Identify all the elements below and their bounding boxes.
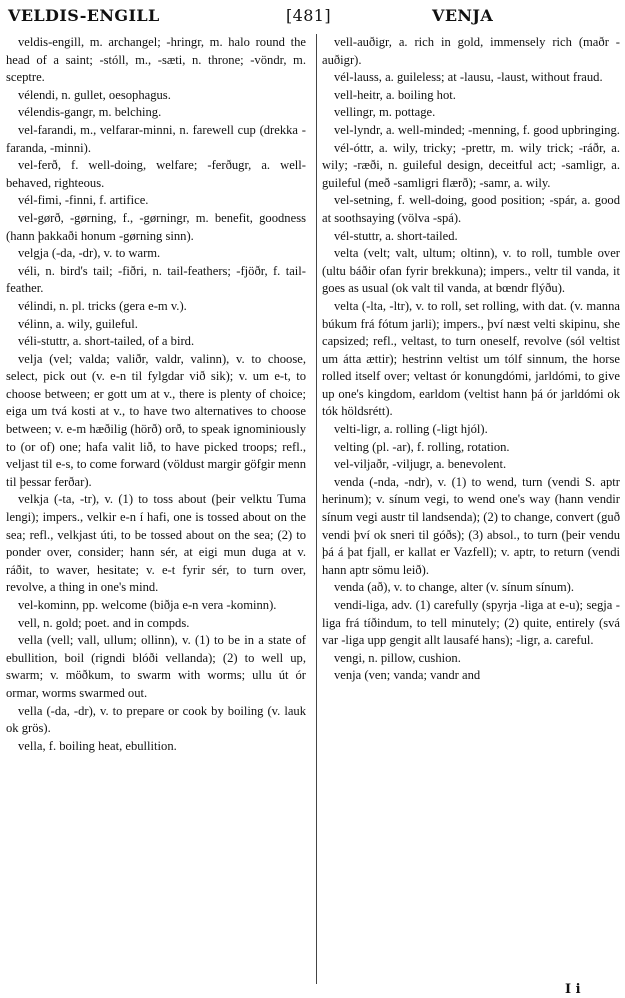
dictionary-entry: vella, f. boiling heat, ebullition. <box>18 738 177 753</box>
dictionary-entry: vella (-da, -dr), v. to prepare or cook by boiling (v. lauk ok grös). <box>6 703 306 736</box>
dictionary-entry: vél-fimi, -finni, f. artifice. <box>18 193 149 208</box>
dictionary-entry: velja (vel; valda; valiðr, valdr, valinn), v. to choose, select, pick out (v. e-n til fylgdar við sik); v. um e-t, to choose between; er gott um at v., there is plenty of choice; eiga um tvá kosti at v., to have two alternatives to choose between; v. e-m hæðilig (hörð) orð, to speak ignominiously to (or of) one; hafa valit lið, to have picked troops; refl., veljast til e-s, to come forward (völdust margir göfgir menn til þessar ferðar). <box>6 351 306 489</box>
dictionary-entry: véli, n. bird's tail; -fiðri, n. tail-feathers; -fjöðr, f. tail-feather. <box>6 263 306 296</box>
header-first-word: VELDIS-ENGILL <box>8 6 160 25</box>
dictionary-entry: velta (-lta, -ltr), v. to roll, set rolling, with dat. (v. manna búkum frá fótum jarli); impers., því næst velti skipinu, she capsized; refl., veltast, to turn oneself, revolve (sól veltist um átta ættir); hestrinn veltist um tólf sinnum, the horse rolled itself over; veltast ór konungdómi, jarldómi, to give up one's kingdom, earldom (veltist hann þá ór jarldómi ok tók höldsrétt). <box>322 298 620 419</box>
page-number: [481] <box>286 6 332 25</box>
dictionary-entry: velta (velt; valt, ultum; oltinn), v. to roll, tumble over (ultu báðir ofan fyrir brekkuna); impers., veltr til vanda, it goes as usual (ok valt til vanda, at bœndr flýðu). <box>322 246 620 296</box>
dictionary-entry: vengi, n. pillow, cushion. <box>334 650 461 665</box>
dictionary-entry: vendi-liga, adv. (1) carefully (spyrja -liga at e-u); segja -liga frá tíðindum, to tell minutely; (2) quite, entirely (svá var -liga upp gengit allt lausafé hans); -ligr, a. careful. <box>322 598 620 648</box>
dictionary-entry: velti-ligr, a. rolling (-ligt hjól). <box>334 422 488 437</box>
dictionary-entry: vél-óttr, a. wily, tricky; -prettr, m. wily trick; -ráðr, a. wily; -ræði, n. guileful design, deceitful act; -samligr, a. guileful (með -samligri flærð); -samr, a. wily. <box>322 140 620 190</box>
dictionary-entry: véli-stuttr, a. short-tailed, of a bird. <box>18 334 195 349</box>
page-header <box>0 0 625 30</box>
dictionary-entry: vel-farandi, m., velfarar-minni, n. farewell cup (drekka -faranda, -minni). <box>6 122 306 155</box>
dictionary-entry: vellingr, m. pottage. <box>334 105 436 120</box>
dictionary-entry: vell-heitr, a. boiling hot. <box>334 87 456 102</box>
dictionary-entry: vélendi, n. gullet, oesophagus. <box>18 87 171 102</box>
left-column <box>6 34 306 990</box>
dictionary-entry: vel-lyndr, a. well-minded; -menning, f. good upbringing. <box>334 122 620 137</box>
dictionary-entry: vélendis-gangr, m. belching. <box>18 105 162 120</box>
dictionary-entry: velkja (-ta, -tr), v. (1) to toss about (þeir velktu Tuma lengi); impers., velkir e-n í hafi, one is tossed about on the sea; refl., velkjast úti, to be tossed about on the sea; (2) to ponder over, consider; hann sér, at eigi mun duga at v. ráðit, to waver, hesitate; v. e-t fyrir sér, to turn over, revolve, a thing in one's mind. <box>6 492 306 595</box>
dictionary-entry: vel-setning, f. well-doing, good position; -spár, a. good at soothsaying (völva -spá). <box>322 193 620 225</box>
column-divider <box>316 34 317 984</box>
dictionary-entry: veldis-engill, m. archangel; -hringr, m. halo round the head of a saint; -stóll, m., -sæti, n. throne; -vöndr, m. sceptre. <box>6 35 306 85</box>
dictionary-entry: vélindi, n. pl. tricks (gera e-m v.). <box>18 298 187 313</box>
dictionary-entry: vel-gørð, -gørning, f., -gørningr, m. benefit, goodness (hann þakkaði honum -gørning sinn). <box>6 210 306 243</box>
right-column <box>322 34 620 990</box>
dictionary-entry: venda (að), v. to change, alter (v. sínum sínum). <box>334 580 575 595</box>
dictionary-entry: velgja (-da, -dr), v. to warm. <box>18 246 161 261</box>
dictionary-entry: venda (-nda, -ndr), v. (1) to wend, turn (vendi S. aptr herinum); v. sínum vegi, to wend one's way (hann vendir sínum vegi austr til landsenda); (2) to change, convert (guð vendi því ok sneri til góðs); (3) absol., to turn (þeir vendu þá á þat fjall, er kallat er Vazfell); v. aptr, to return (vendi hann aptr sömu leið). <box>322 474 620 577</box>
dictionary-entry: venja (ven; vanda; vandr and <box>334 668 481 683</box>
dictionary-entry: vélinn, a. wily, guileful. <box>18 316 138 331</box>
dictionary-entry: vell, n. gold; poet. and in compds. <box>18 615 190 630</box>
header-last-word: VENJA <box>432 6 494 25</box>
dictionary-entry: vél-stuttr, a. short-tailed. <box>334 228 458 243</box>
signature-mark: I i <box>565 982 581 997</box>
dictionary-entry: vél-lauss, a. guileless; at -lausu, -laust, without fraud. <box>334 70 603 85</box>
dictionary-entry: vel-ferð, f. well-doing, welfare; -ferðugr, a. well-behaved, righteous. <box>6 158 306 190</box>
dictionary-entry: vell-auðigr, a. rich in gold, immensely rich (maðr -auðigr). <box>322 35 620 67</box>
dictionary-entry: vel-viljaðr, -viljugr, a. benevolent. <box>334 457 507 472</box>
dictionary-entry: vel-kominn, pp. welcome (biðja e-n vera -kominn). <box>18 598 277 612</box>
dictionary-entry: vella (vell; vall, ullum; ollinn), v. (1) to be in a state of ebullition, boil (rigndi blóði vellanda); (2) to well up, swarm; v. möðkum, to swarm with worms; ullu út ór ormar, worms swarmed out. <box>6 633 306 700</box>
dictionary-entry: velting (pl. -ar), f. rolling, rotation. <box>334 439 510 454</box>
